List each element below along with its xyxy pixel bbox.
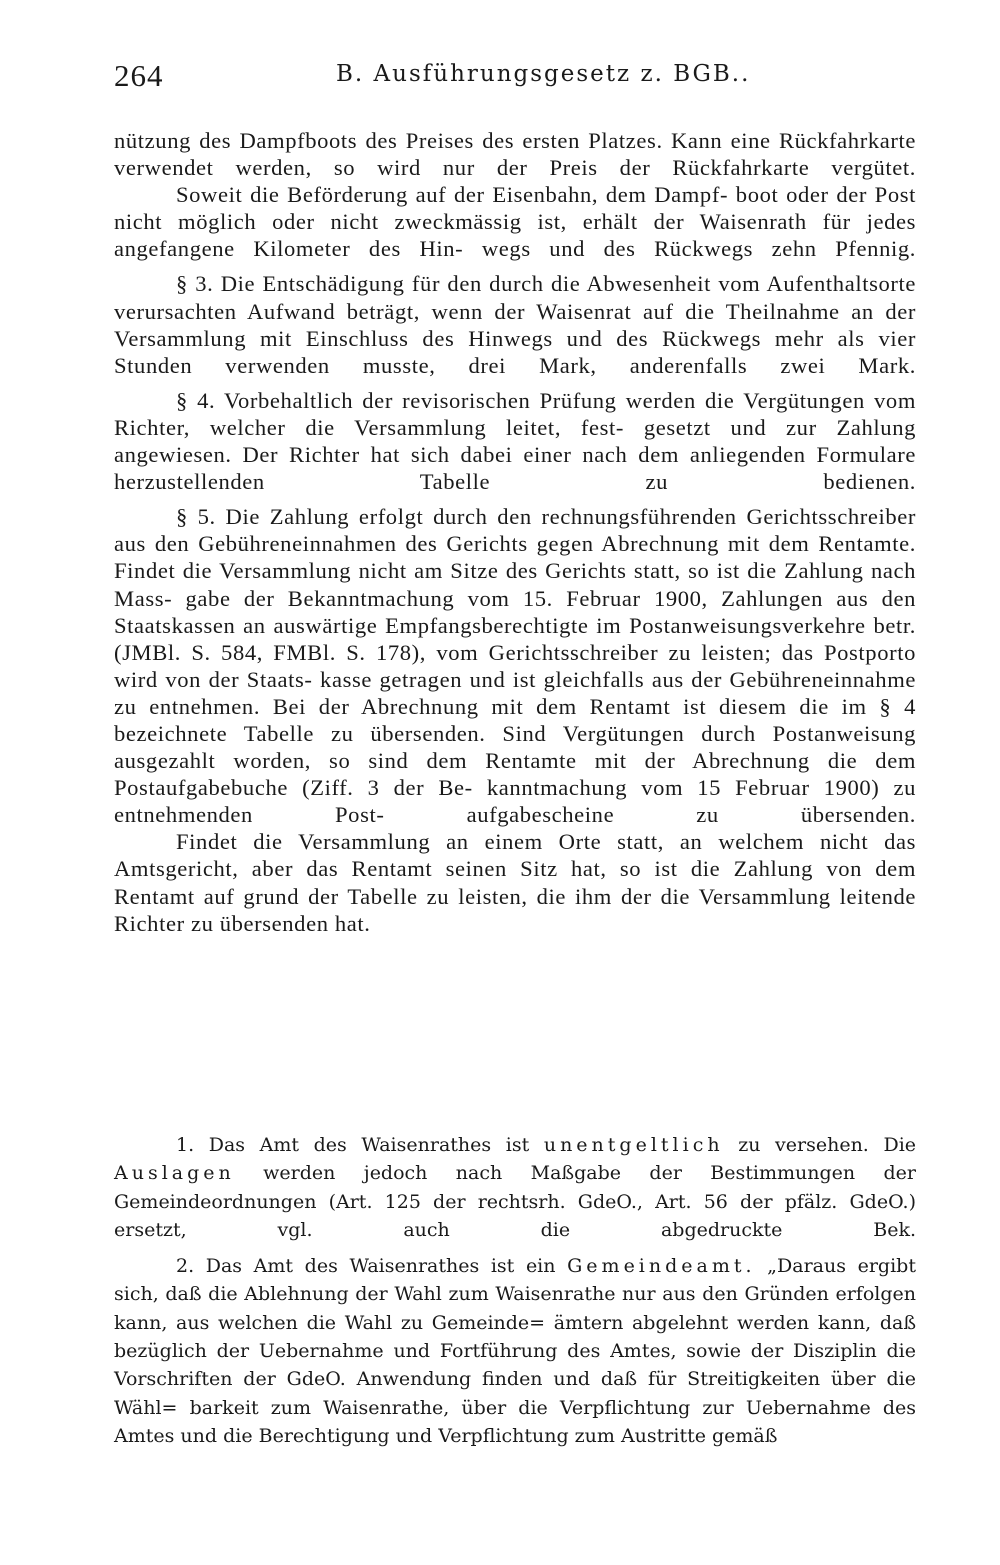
text-line: der Rückfahrkarte vergütet.: [619, 155, 916, 181]
text-line: Gerichtsschreiber zu leisten; das Postporto wird von der Staats-: [114, 639, 916, 692]
text-line: Gerichtsschreiber aus den Gebühreneinnahmen des Gerichts: [114, 504, 917, 557]
text-line: Vergütungen vom Richter, welcher die Versammlung leitet, fest-: [114, 387, 916, 440]
text-line: kanntmachung vom 15 Februar 1900) zu entnehmenden Post-: [114, 775, 917, 828]
text-line: musste, drei Mark, anderenfalls zwei Mark.: [362, 352, 916, 378]
page-number: 264: [114, 58, 164, 93]
text-line: nützung des Dampfboots des Preises des ersten Platzes. Kann: [114, 128, 723, 153]
note-2: [114, 1252, 916, 1450]
text-line: aufgabescheine zu übersenden.: [466, 802, 917, 828]
text-line: aus den Staatskassen an auswärtige Empfangsberechtigte im: [114, 585, 917, 638]
text-line: die im § 4 bezeichnete Tabelle zu übersenden. Sind Vergütungen: [114, 693, 916, 746]
text-line: durch Postanweisung ausgezahlt worden, so sind dem Rentamte: [114, 720, 916, 774]
emphasis-text: Gemeindeamt.: [567, 1255, 756, 1278]
text-line: Findet die Versammlung an einem Orte statt, an welchem: [176, 829, 805, 855]
text-line: zu bedienen.: [645, 469, 917, 495]
note-text: ämtern abgelehnt werden kann, daß bezüglich der Uebernahme und: [114, 1311, 917, 1363]
text-line: wegs und des Rückwegs zehn Pfennig.: [481, 236, 916, 262]
note-text: Amtes und die Berechtigung und Verpflichtung zum Austritte gemäß: [114, 1424, 778, 1447]
emphasis-text: Auslagen: [114, 1162, 235, 1185]
text-line: vom Aufenthaltsorte verursachten Aufwand beträgt, wenn der: [114, 271, 916, 324]
section-5: [114, 503, 916, 828]
note-text: den Gründen erfolgen kann, aus welchen die Wahl zu Gemeinde=: [114, 1283, 916, 1334]
text-line: mit der Abrechnung die dem Postaufgabebuche (Ziff. 3 der Be-: [114, 748, 917, 801]
section-3: [114, 270, 916, 378]
statute-text: [114, 127, 916, 937]
note-text: 1. Das Amt des Waisenrathes ist: [176, 1134, 530, 1156]
note-text: GdeO. Anwendung finden und daß für Streitigkeiten über die Wähl=: [114, 1368, 917, 1419]
running-head: B. Ausführungsgesetz z. BGB..: [336, 61, 751, 87]
note-text: barkeit zum Waisenrathe, über die Verpflichtung zur Uebernahme des: [189, 1396, 916, 1419]
text-line: Postanweisungsverkehre betr. (JMBl. S. 584, FMBl. S. 178), vom: [114, 612, 916, 665]
note-text: Fortführung des Amtes, sowie der Disziplin die Vorschriften der: [114, 1340, 917, 1391]
text-line: § 5. Die Zahlung erfolgt durch den rechnungsführenden: [176, 504, 737, 530]
emphasis-text: unentgeltlich: [543, 1134, 724, 1156]
note-text: GdeO.) ersetzt, vgl. auch die abgedruckte Bek.: [114, 1190, 916, 1241]
text-line: § 4. Vorbehaltlich der revisorischen Prüfung werden die: [176, 387, 735, 413]
annotations: [114, 1131, 916, 1450]
text-line: kasse getragen und ist gleichfalls aus der Gebühreneinnahme: [320, 666, 917, 692]
note-text: werden jedoch nach Maßgabe der Bestimmungen der: [263, 1162, 916, 1185]
text-line: Waisenrat auf die Theilnahme an der Versammlung mit Einschluss: [114, 298, 916, 351]
text-line: erhält der Waisenrath für jedes angefangene Kilometer des Hin-: [114, 209, 917, 262]
paragraph-continuation: [114, 127, 916, 181]
text-line: einer nach dem anliegenden Formulare herzustellenden Tabelle: [114, 442, 917, 495]
text-line: boot oder der Post nicht möglich oder nicht zweckmässig ist,: [114, 182, 916, 235]
paragraph-rentamt: [114, 828, 916, 936]
note-1: [114, 1131, 916, 1244]
note-text: Die: [883, 1134, 917, 1156]
text-line: des Hinwegs und des Rückwegs mehr als vier Stunden verwenden: [114, 325, 917, 378]
text-line: nicht das Amtsgericht, aber das Rentamt seinen Sitz hat, so ist: [114, 829, 917, 882]
note-text: Gemeindeordnungen (Art. 125 der rechtsrh. GdeO., Art. 56 der pfälz.: [114, 1190, 838, 1213]
text-line: gabe der Bekanntmachung vom 15. Februar 1900, Zahlungen: [185, 585, 824, 611]
paragraph-transport: [114, 181, 916, 262]
note-text: 2. Das Amt des Waisenrathes ist ein: [176, 1255, 556, 1278]
text-line: gesetzt und zur Zahlung angewiesen. Der Richter hat sich dabei: [114, 414, 916, 468]
text-line: Soweit die Beförderung auf der Eisenbahn, dem Dampf-: [176, 182, 729, 208]
note-text: zu versehen.: [738, 1134, 869, 1156]
text-line: nicht am Sitze des Gerichts statt, so ist die Zahlung nach Mass-: [114, 558, 916, 611]
text-line: die Zahlung von dem Rentamt auf grund der Tabelle zu leisten,: [114, 856, 916, 909]
note-text: ergibt sich, daß die Ablehnung der Wahl zum Waisenrathe nur aus: [114, 1255, 916, 1306]
text-line: § 3. Die Entschädigung für den durch die Abwesenheit: [176, 271, 712, 297]
page-header: [114, 58, 914, 98]
note-text: „Daraus: [767, 1255, 846, 1278]
text-line: eine Rückfahrkarte verwendet werden, so wird nur der Preis: [114, 128, 916, 181]
section-4: [114, 387, 916, 495]
text-line: die ihm der die Versammlung leitende Richter zu übersenden hat.: [114, 883, 916, 936]
text-line: gegen Abrechnung mit dem Rentamte. Findet die Versammlung: [114, 531, 916, 584]
text-line: zu entnehmen. Bei der Abrechnung mit dem Rentamt ist diesem: [114, 693, 787, 719]
